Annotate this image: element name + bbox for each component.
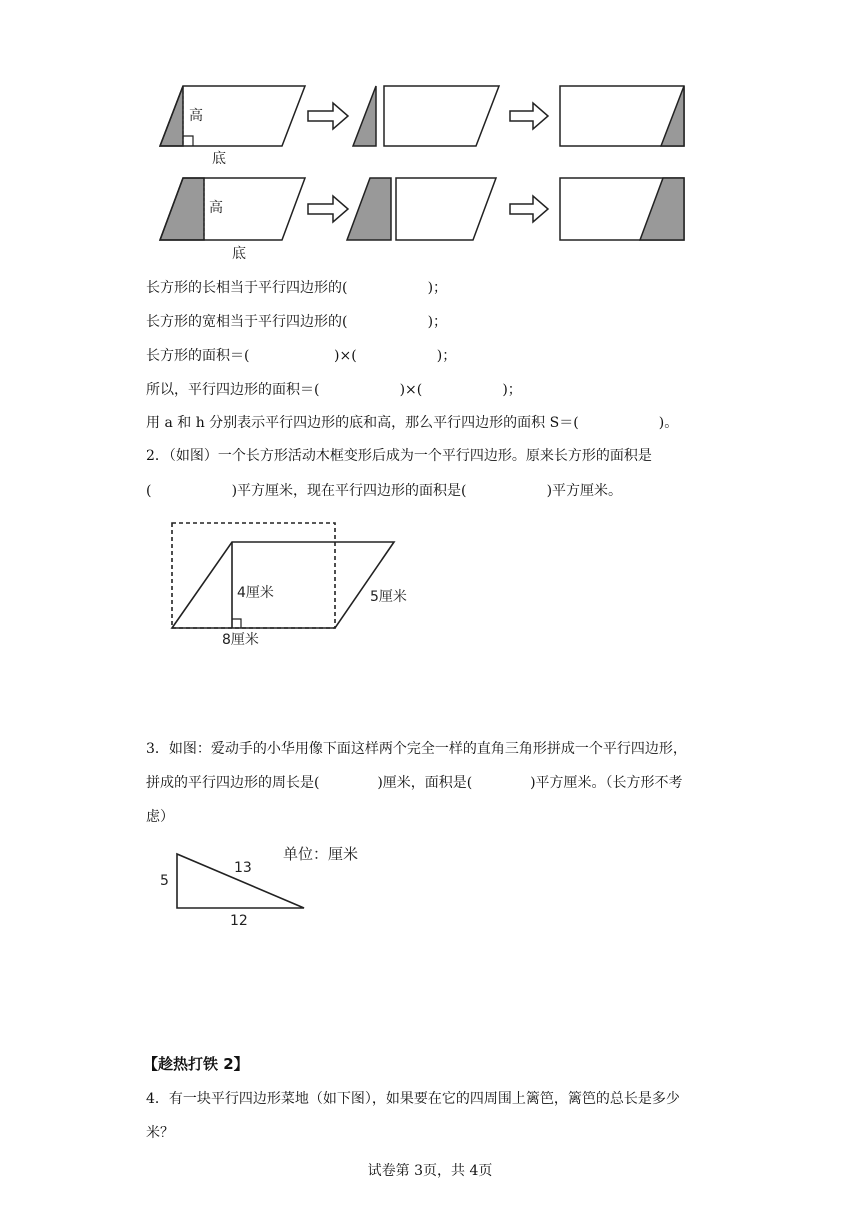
q3-line-3: 虑） <box>146 809 174 825</box>
remaining-piece <box>396 178 496 240</box>
right-angle-mark <box>183 136 193 146</box>
moved-triangle-shaded <box>661 86 684 146</box>
base-label-2: 底 <box>232 246 246 262</box>
moved-trapezoid-shaded <box>640 178 684 240</box>
hypotenuse-label: 13 <box>234 860 252 876</box>
side-b-label: 12 <box>230 913 248 929</box>
right-triangle-figure <box>150 840 390 935</box>
base-label: 8厘米 <box>222 632 259 648</box>
arrow-right-icon <box>308 103 348 129</box>
q1-line-1: 长方形的长相当于平行四边形的( )； <box>146 280 448 296</box>
q2-line-1: 2．（如图）一个长方形活动木框变形后成为一个平行四边形。原来长方形的面积是 <box>146 448 652 464</box>
unit-label: 单位：厘米 <box>283 845 359 863</box>
height-label: 4厘米 <box>237 585 274 601</box>
section-title: 【趁热打铁 2】 <box>143 1055 249 1073</box>
arrow-right-icon <box>308 196 348 222</box>
cut-trapezoid-shaded <box>160 178 204 240</box>
side-a-label: 5 <box>160 873 169 889</box>
page-footer: 试卷第 3页，共 4页 <box>367 1163 493 1179</box>
height-label-2: 高 <box>209 200 223 216</box>
q1-line-5: 用 a 和 h 分别表示平行四边形的底和高，那么平行四边形的面积 S＝( )。 <box>146 415 679 431</box>
q1-line-4: 所以，平行四边形的面积＝( )×( )； <box>146 382 522 398</box>
q1-line-3: 长方形的面积＝( )×( )； <box>146 348 457 364</box>
base-label-1: 底 <box>212 151 226 167</box>
transform-row-1 <box>160 86 684 167</box>
right-angle-mark <box>232 619 241 628</box>
arrow-right-icon <box>510 196 548 222</box>
q2-line-2: ( )平方厘米，现在平行四边形的面积是( )平方厘米。 <box>146 483 623 499</box>
trapezoid-piece <box>384 86 499 146</box>
height-label-1: 高 <box>189 108 203 124</box>
rectangle-frame-figure <box>160 515 430 655</box>
deformed-parallelogram <box>172 542 394 628</box>
original-rectangle-dashed <box>172 523 335 628</box>
q4-line-2: 米？ <box>146 1125 174 1141</box>
parallelogram-transform-figure <box>150 78 700 268</box>
q3-line-2: 拼成的平行四边形的周长是( )厘米，面积是( )平方厘米。（长方形不考 <box>146 775 683 791</box>
transform-row-2 <box>160 178 684 262</box>
q1-line-2: 长方形的宽相当于平行四边形的( )； <box>146 314 448 330</box>
arrow-right-icon <box>510 103 548 129</box>
side-label: 5厘米 <box>370 589 407 605</box>
q4-line-1: 4．有一块平行四边形菜地（如下图），如果要在它的四周围上篱笆，篱笆的总长是多少 <box>146 1091 680 1107</box>
separated-trapezoid <box>347 178 391 240</box>
separated-triangle <box>353 86 376 146</box>
q3-line-1: 3．如图：爱动手的小华用像下面这样两个完全一样的直角三角形拼成一个平行四边形， <box>146 741 687 757</box>
